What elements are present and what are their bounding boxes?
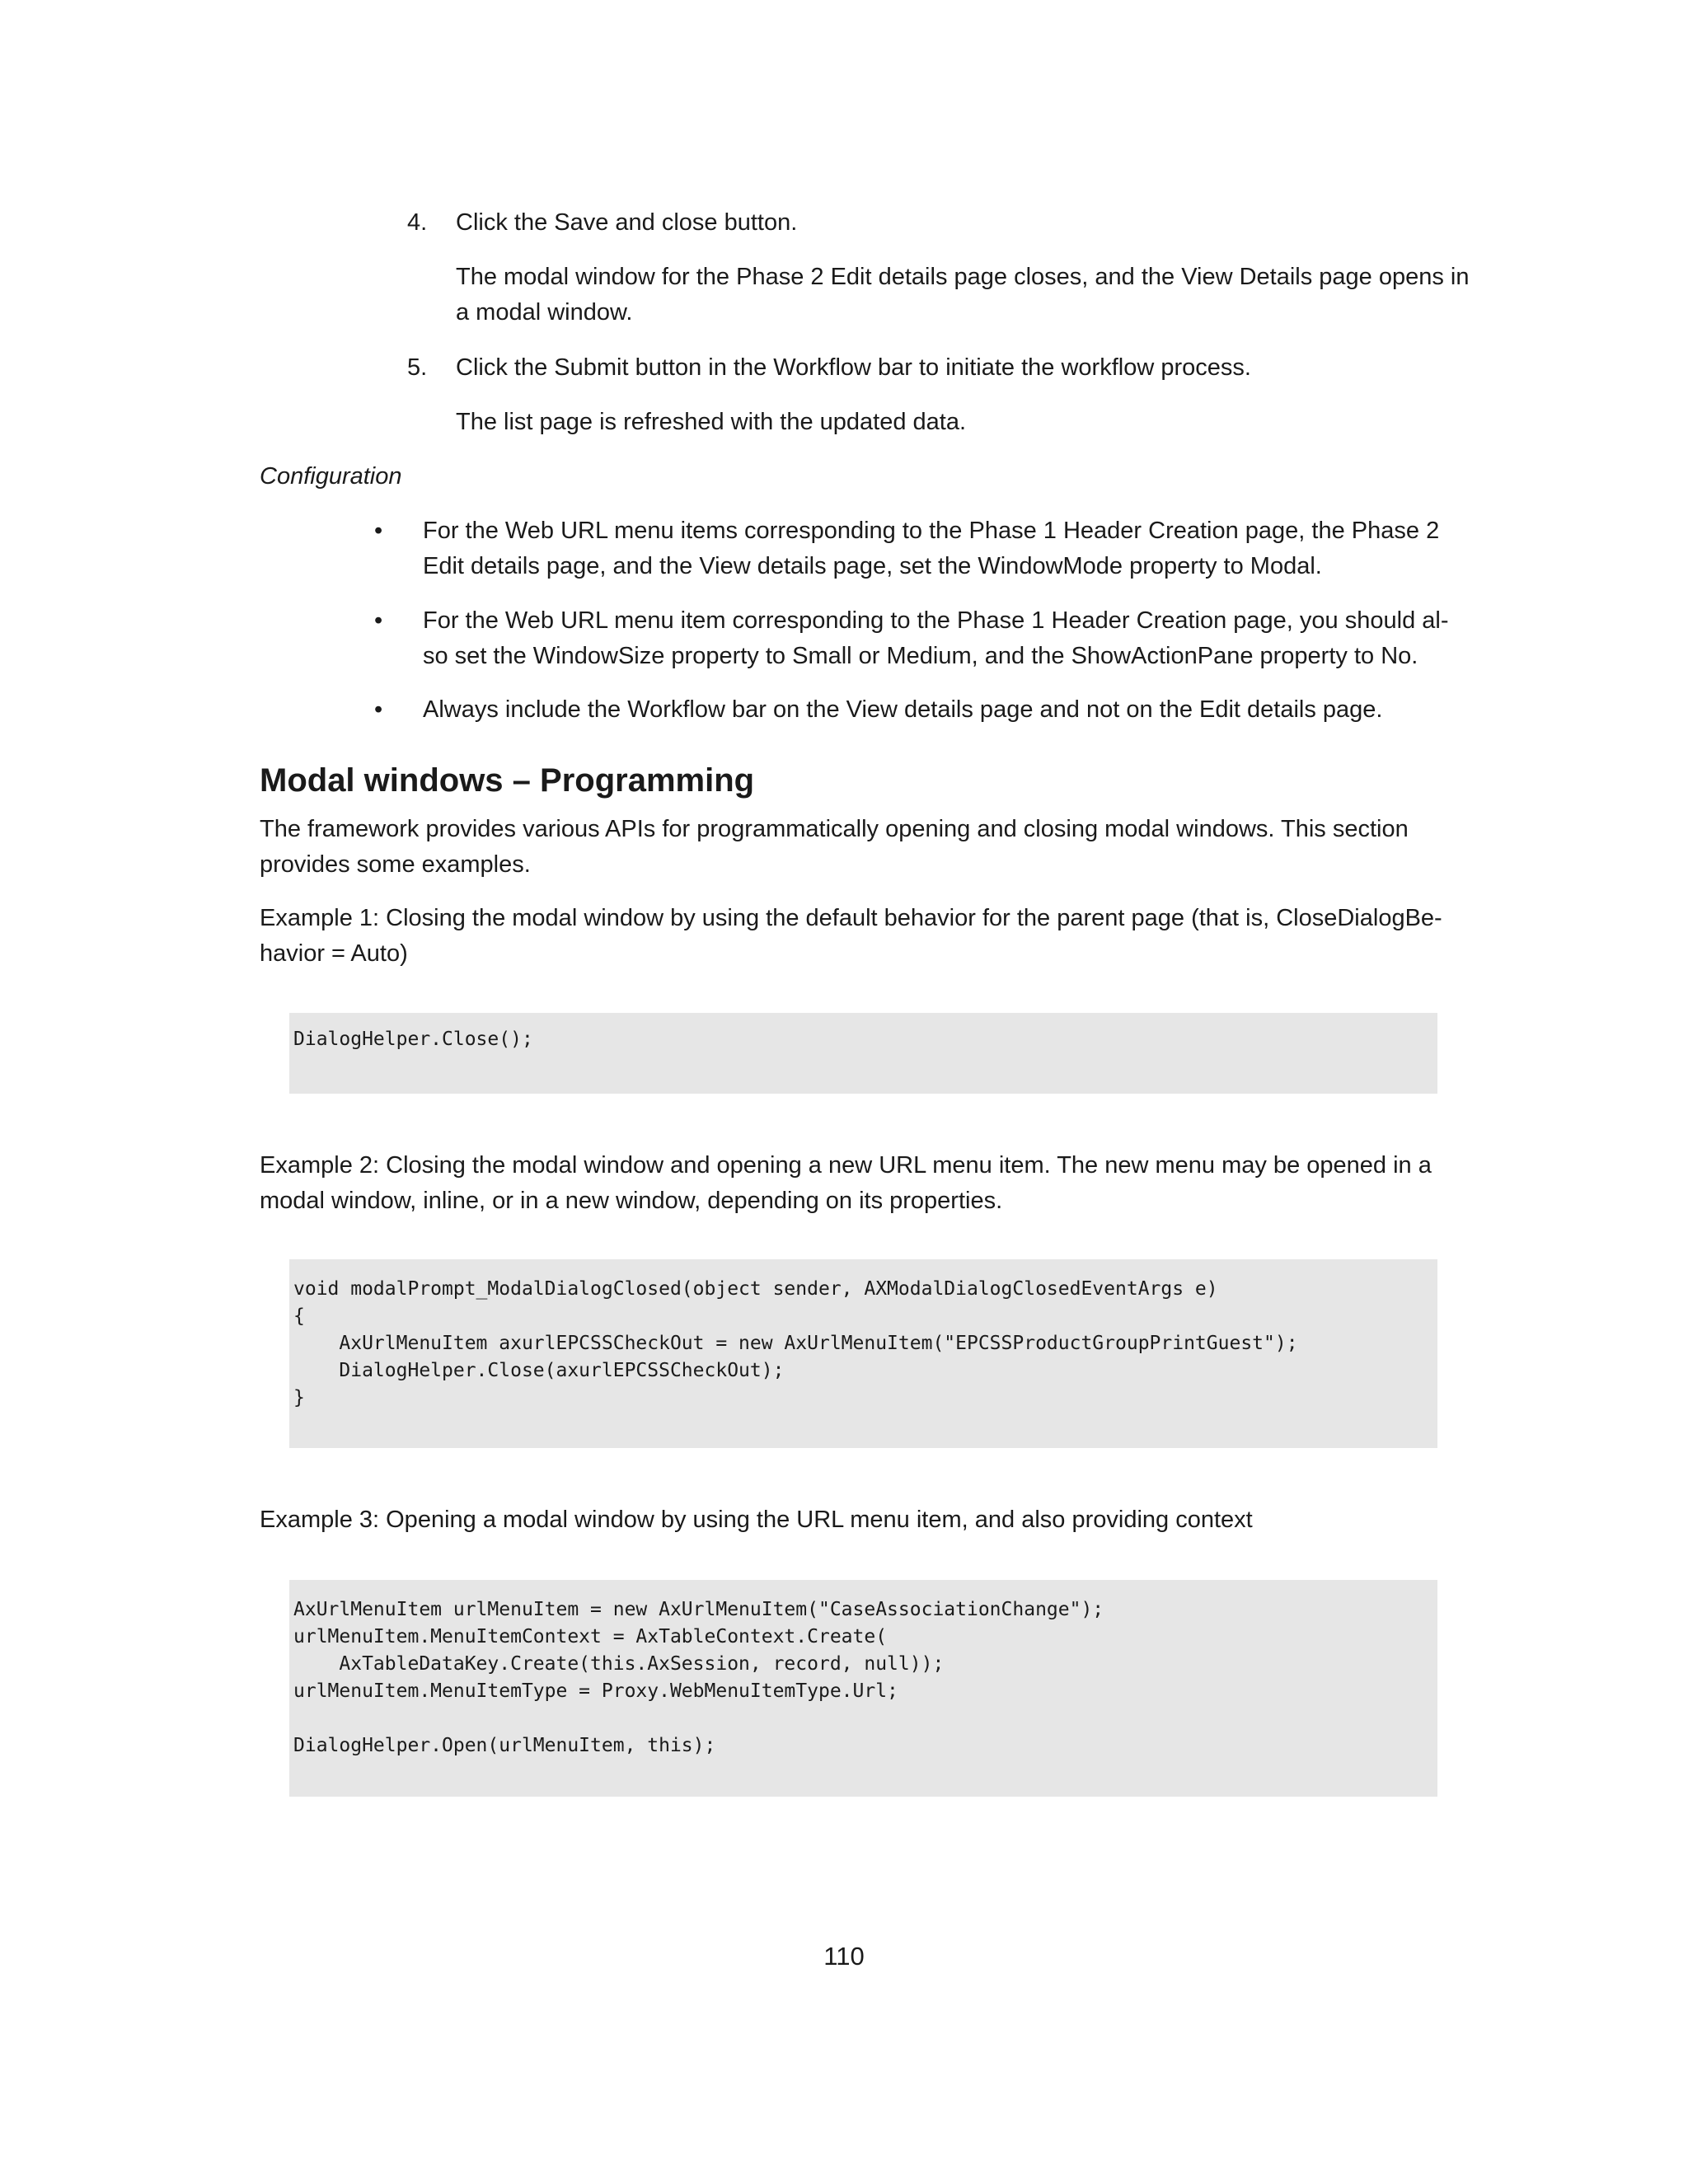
code-line — [293, 1705, 1437, 1732]
step-detail: The modal window for the Phase 2 Edit details page closes, and the View Details page opens in a modal window. — [456, 264, 1470, 326]
bullet-icon: • — [374, 518, 383, 544]
code-line: DialogHelper.Close(); — [293, 1029, 533, 1050]
bullet-text: For the Web URL menu items corresponding to the Phase 1 Header Creation page, the Phase 2 Edit details page, and the View details page, set the WindowMode property to Modal. — [423, 518, 1440, 579]
code-line: } — [293, 1387, 305, 1408]
example-caption: Example 3: Opening a modal window by using the URL menu item, and also providing context — [260, 1507, 1253, 1533]
code-block — [289, 1580, 1437, 1797]
code-block — [289, 1013, 1437, 1094]
step-text: Click the Submit button in the Workflow bar to initiate the workflow process. — [456, 354, 1251, 381]
section-intro: The framework provides various APIs for programmatically opening and closing modal windows. This section provides some examples. — [260, 816, 1409, 878]
bullet-text: Always include the Workflow bar on the View details page and not on the Edit details page. — [423, 696, 1383, 723]
example-caption: Example 2: Closing the modal window and opening a new URL menu item. The new menu may be opened in a modal window, inline, or in a new window, depending on its properties. — [260, 1152, 1432, 1214]
example-caption: Example 1: Closing the modal window by using the default behavior for the parent page (that is, CloseDialogBe-havior = Auto) — [260, 905, 1442, 967]
configuration-heading: Configuration — [260, 463, 402, 490]
code-line: DialogHelper.Open(urlMenuItem, this); — [293, 1735, 716, 1756]
code-block — [289, 1259, 1437, 1448]
code-line: void modalPrompt_ModalDialogClosed(object sender, AXModalDialogClosedEventArgs e) — [293, 1278, 1218, 1300]
section-title: Modal windows – Programming — [260, 762, 755, 799]
code-line: { — [293, 1305, 305, 1327]
step-number: 5. — [407, 354, 428, 381]
code-line: DialogHelper.Close(axurlEPCSSCheckOut); — [293, 1360, 785, 1381]
bullet-icon: • — [374, 696, 383, 723]
code-line: urlMenuItem.MenuItemType = Proxy.WebMenuItemType.Url; — [293, 1680, 898, 1702]
bullet-text: For the Web URL menu item corresponding to the Phase 1 Header Creation page, you should al-so set the WindowSize property to Small or Medium, and the ShowActionPane property to No. — [423, 607, 1449, 669]
code-line: urlMenuItem.MenuItemContext = AxTableContext.Create( — [293, 1626, 888, 1647]
bullet-icon: • — [374, 607, 383, 634]
step-detail: The list page is refreshed with the updated data. — [456, 409, 967, 435]
step-number: 4. — [407, 209, 428, 236]
step-text: Click the Save and close button. — [456, 209, 798, 236]
code-line: AxUrlMenuItem axurlEPCSSCheckOut = new AxUrlMenuItem("EPCSSProductGroupPrintGuest"); — [293, 1333, 1298, 1354]
page-number: 110 — [823, 1942, 865, 1971]
code-line: AxUrlMenuItem urlMenuItem = new AxUrlMenuItem("CaseAssociationChange"); — [293, 1599, 1104, 1620]
code-line: AxTableDataKey.Create(this.AxSession, record, null)); — [293, 1653, 945, 1675]
